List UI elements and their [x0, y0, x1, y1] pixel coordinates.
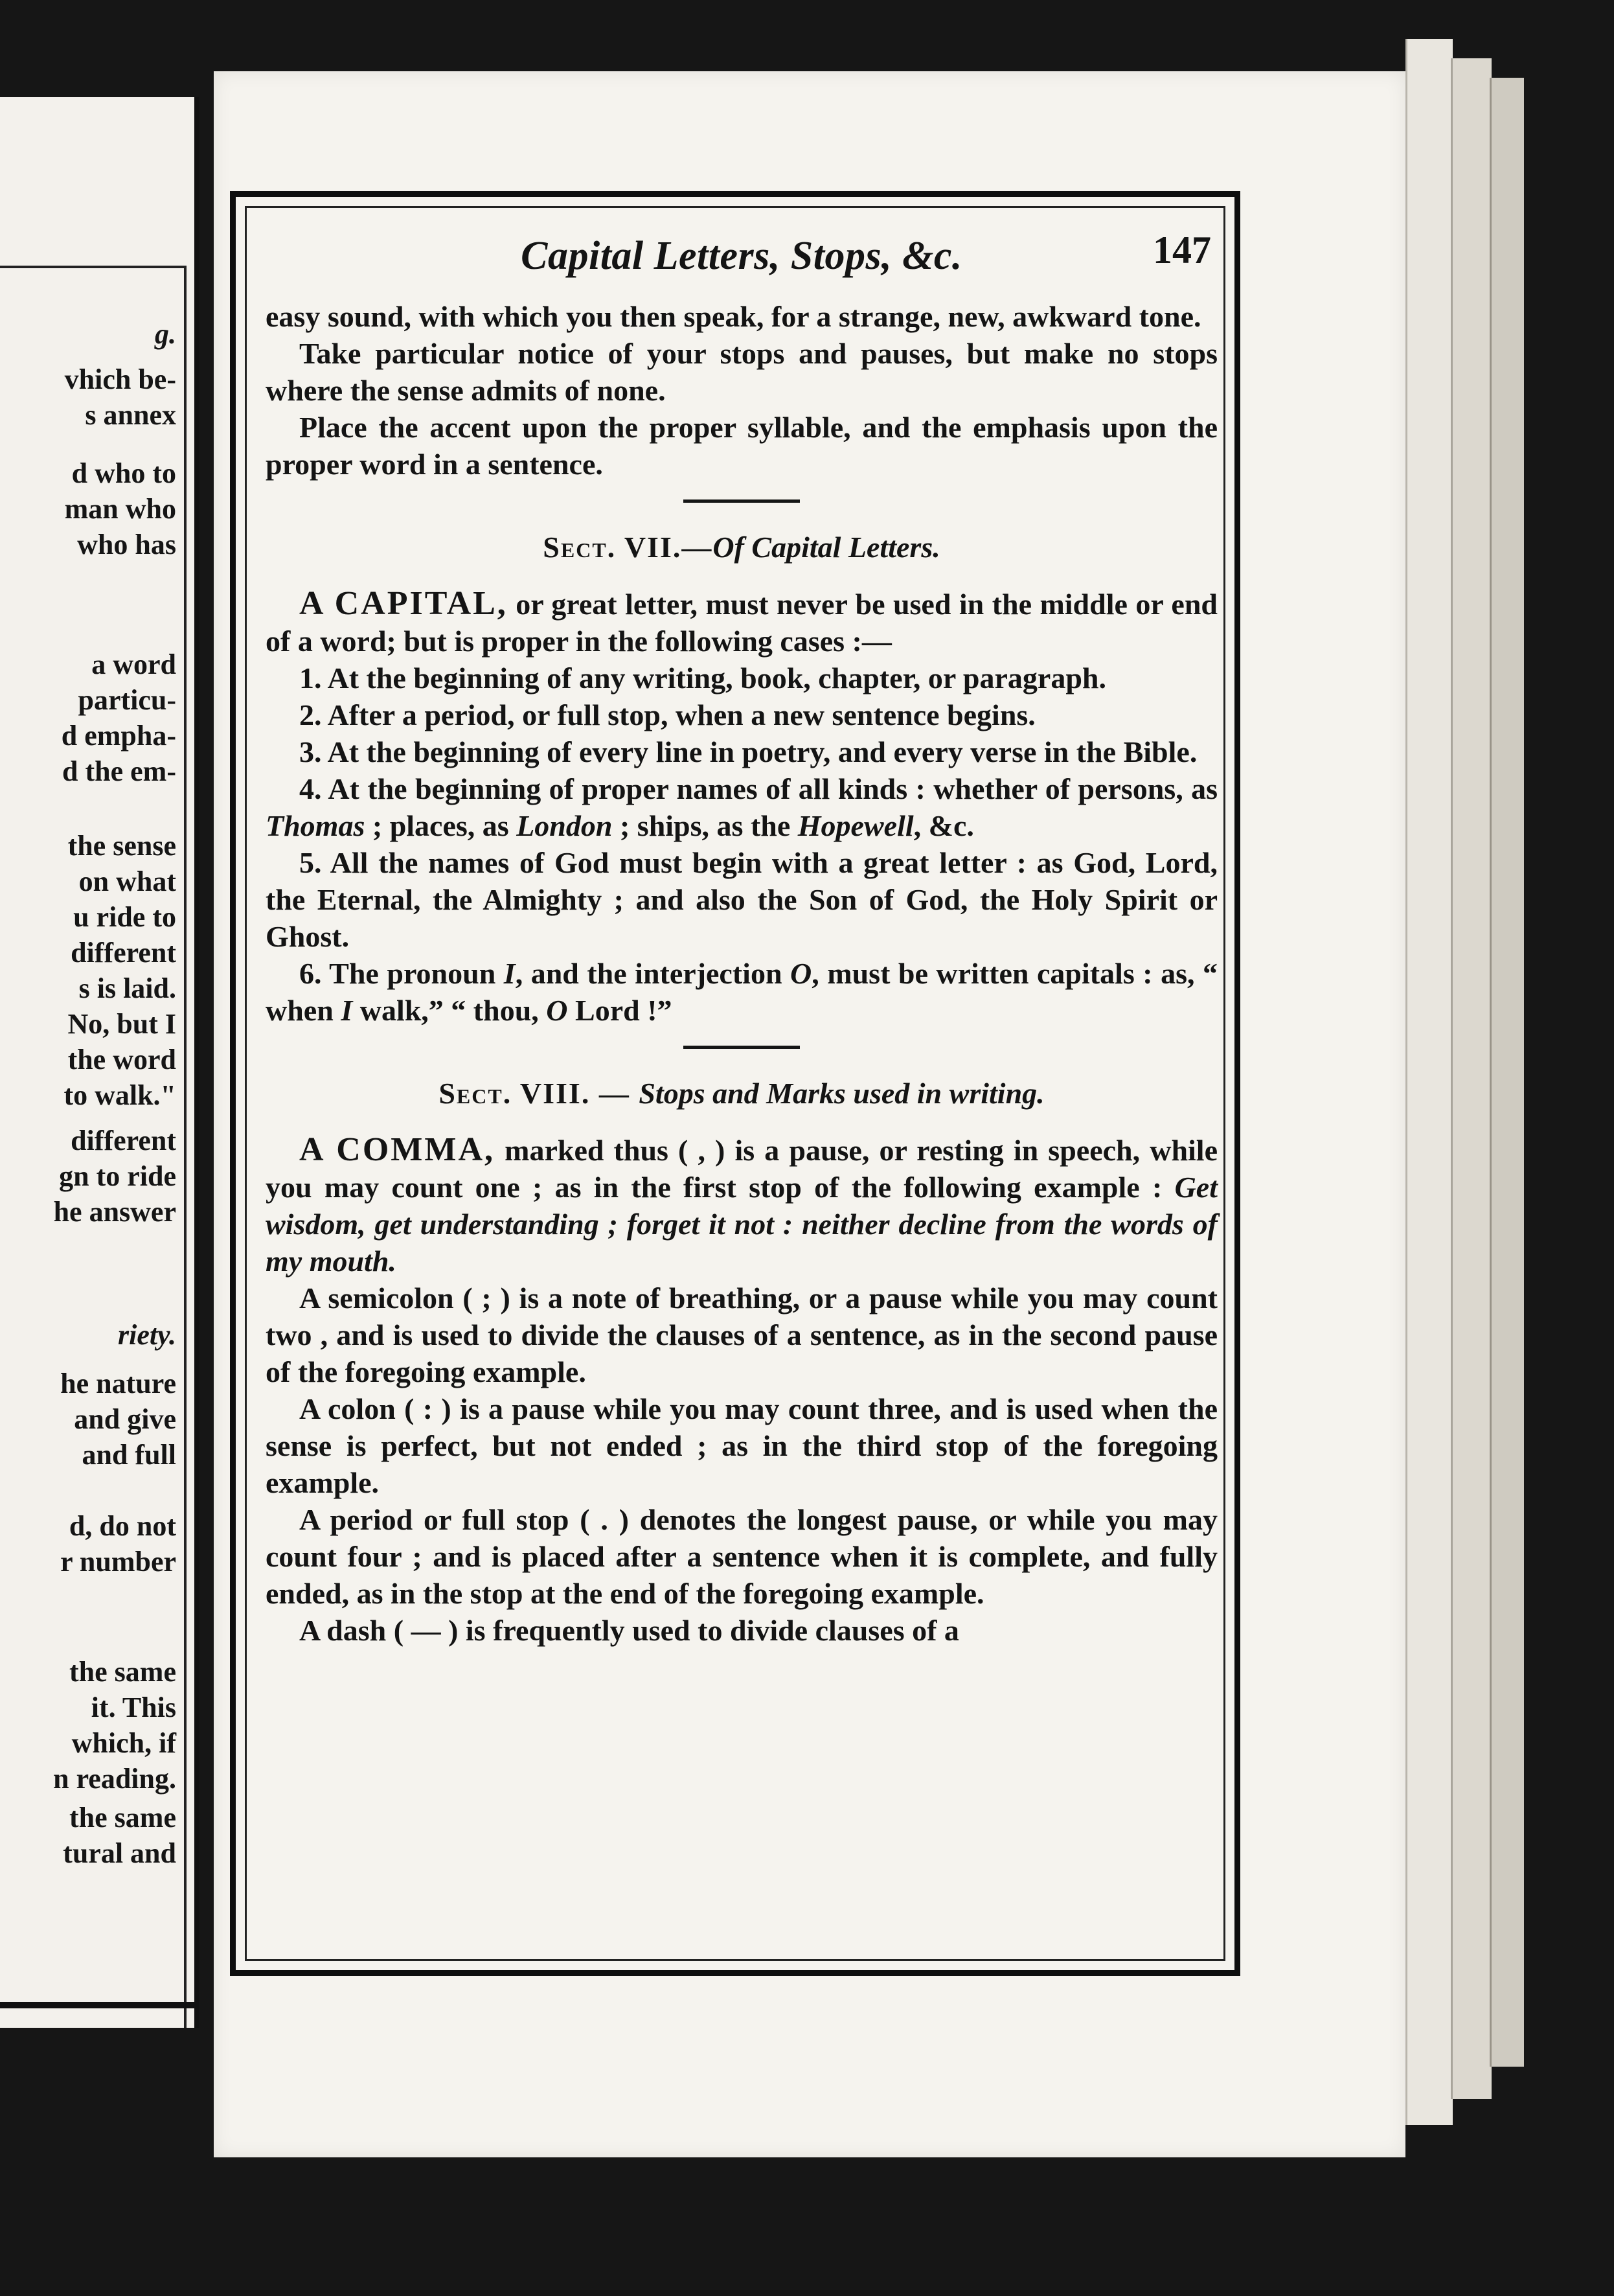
facing-page-rule-top — [0, 266, 187, 268]
list-item — [266, 696, 1218, 733]
list-item — [266, 770, 1218, 844]
page-edge — [1490, 78, 1524, 2067]
facing-page-line: g. — [155, 318, 176, 350]
facing-page-line: gn to ride — [59, 1160, 176, 1192]
text-run: Lord !” — [567, 994, 672, 1027]
italic-letter: O — [790, 957, 812, 990]
italic-name: Thomas — [266, 809, 365, 842]
section-label: Sect. VIII. — — [438, 1077, 639, 1110]
facing-page-line: s is laid. — [78, 972, 176, 1004]
facing-page-rule-bottom — [0, 2002, 194, 2008]
facing-page-line: n reading. — [53, 1763, 176, 1795]
page-number: 147 — [1153, 229, 1211, 271]
page-header — [266, 220, 1218, 298]
text-run: marked thus ( , ) is a pause, or resting in speech, while you may count one ; as in the first stop of the following example : — [266, 1134, 1218, 1204]
paragraph: A semicolon ( ; ) is a note of breathing, or a pause while you may count two , and is used to divide the clauses of a sentence, as in the second pause of the foregoing example. — [266, 1281, 1218, 1388]
facing-page-line: d empha- — [61, 720, 176, 752]
facing-page-line: d who to — [71, 457, 176, 489]
list-number: 3. — [299, 735, 322, 768]
facing-page-line: he nature — [60, 1368, 176, 1399]
italic-name: Hopewell — [797, 809, 914, 842]
text-run: walk,” “ thou, — [352, 994, 547, 1027]
section-heading — [266, 529, 1218, 566]
paragraph — [266, 585, 1218, 660]
text-run: 4. At the beginning of proper names of all kinds : whether of persons, as — [299, 772, 1218, 805]
list-text: At the beginning of any writing, book, chapter, or paragraph. — [327, 661, 1106, 695]
section-label: Sect. VII.— — [543, 531, 713, 564]
facing-page-line: who has — [77, 529, 176, 560]
facing-page-line: different — [71, 1125, 176, 1156]
facing-page-line: he answer — [53, 1196, 176, 1228]
section-divider — [683, 499, 800, 503]
facing-page-line: the same — [69, 1656, 176, 1688]
paragraph: Place the accent upon the proper syllable, and the emphasis upon the proper word in a sentence. — [266, 411, 1218, 481]
page-edge — [1405, 39, 1453, 2125]
list-number: 1. — [299, 661, 322, 695]
section-title: Stops and Marks used in writing. — [639, 1077, 1045, 1110]
lead-capital: A CAPITAL, — [299, 585, 508, 622]
paragraph: A colon ( : ) is a pause while you may count three, and is used when the sense is perfect, but not ended ; as in the third stop of the foregoing example. — [266, 1392, 1218, 1499]
facing-page-line: vhich be- — [64, 363, 176, 395]
facing-page-line: the word — [67, 1044, 176, 1075]
list-item: 5. All the names of God must begin with a great letter : as God, Lord, the Eternal, the Almighty ; and also the Son of God, the Holy Spirit or Ghost. — [266, 846, 1218, 953]
facing-page-line: the same — [69, 1802, 176, 1833]
facing-page-line: man who — [64, 493, 176, 525]
italic-name: London — [516, 809, 613, 842]
facing-page-line: s annex — [85, 399, 176, 431]
text-run: ; ships, as the — [612, 809, 798, 842]
facing-page-line: r number — [60, 1546, 176, 1578]
facing-page-line: different — [71, 937, 176, 969]
facing-page-line: tural and — [63, 1837, 176, 1869]
facing-page-line: particu- — [78, 684, 176, 716]
facing-page-line: and full — [82, 1439, 176, 1471]
facing-page-line: and give — [74, 1403, 176, 1435]
list-text: At the beginning of every line in poetry, and every verse in the Bible. — [327, 735, 1198, 768]
running-title: Capital Letters, Stops, &c. — [521, 234, 962, 278]
text-run: , &c. — [913, 809, 974, 842]
section-heading — [266, 1075, 1218, 1112]
facing-page-line: No, but I — [67, 1008, 176, 1040]
italic-letter: I — [503, 957, 516, 990]
list-item — [266, 733, 1218, 770]
facing-page-line: it. This — [91, 1692, 176, 1723]
text-run: 6. The pronoun — [299, 957, 504, 990]
facing-page-line: d, do not — [69, 1510, 176, 1542]
text-run: , must be written capitals : as, “ when — [266, 957, 1218, 1027]
facing-page-line: which, if — [71, 1727, 176, 1759]
list-number: 2. — [299, 698, 322, 731]
text-run: ; places, as — [365, 809, 517, 842]
paragraph — [266, 1131, 1218, 1280]
section-title: Of Capital Letters. — [712, 531, 940, 564]
text-run: , and the interjection — [515, 957, 791, 990]
facing-page — [0, 97, 199, 2028]
italic-example: Get wisdom, get understanding ; forget it not : neither decline from the words of my mouth. — [266, 1171, 1218, 1278]
paragraph: Take particular notice of your stops and pauses, but make no stops where the sense admits of none. — [266, 337, 1218, 407]
page-content — [266, 220, 1218, 1649]
list-text: After a period, or full stop, when a new sentence begins. — [327, 698, 1036, 731]
italic-letter: I — [341, 994, 353, 1027]
italic-letter: O — [546, 994, 568, 1027]
facing-page-line: riety. — [118, 1319, 176, 1351]
lead-capital: A COMMA, — [299, 1131, 495, 1168]
page-edge — [1451, 58, 1492, 2099]
paragraph: easy sound, with which you then speak, for a strange, new, awkward tone. — [266, 300, 1201, 333]
facing-page-line: to walk." — [63, 1079, 176, 1111]
section-divider — [683, 1046, 800, 1049]
facing-page-line: a word — [91, 649, 176, 680]
facing-page-line: on what — [78, 866, 176, 897]
list-item — [266, 955, 1218, 1029]
page-body — [266, 298, 1218, 1649]
facing-page-rule-right — [184, 266, 187, 2028]
facing-page-line: d the em- — [62, 755, 176, 787]
facing-page-line: the sense — [67, 830, 176, 862]
paragraph: A dash ( — ) is frequently used to divide clauses of a — [299, 1614, 959, 1647]
facing-page-line: u ride to — [73, 901, 176, 933]
list-item — [266, 660, 1218, 696]
text-run: or great letter, must never be used in the middle or end of a word; but is proper in the following cases :— — [266, 588, 1218, 658]
paragraph: A period or full stop ( . ) denotes the longest pause, or while you may count four ; and is placed after a sentence when it is complete, and fully ended, as in the stop at the end of the foregoing example. — [266, 1503, 1218, 1610]
